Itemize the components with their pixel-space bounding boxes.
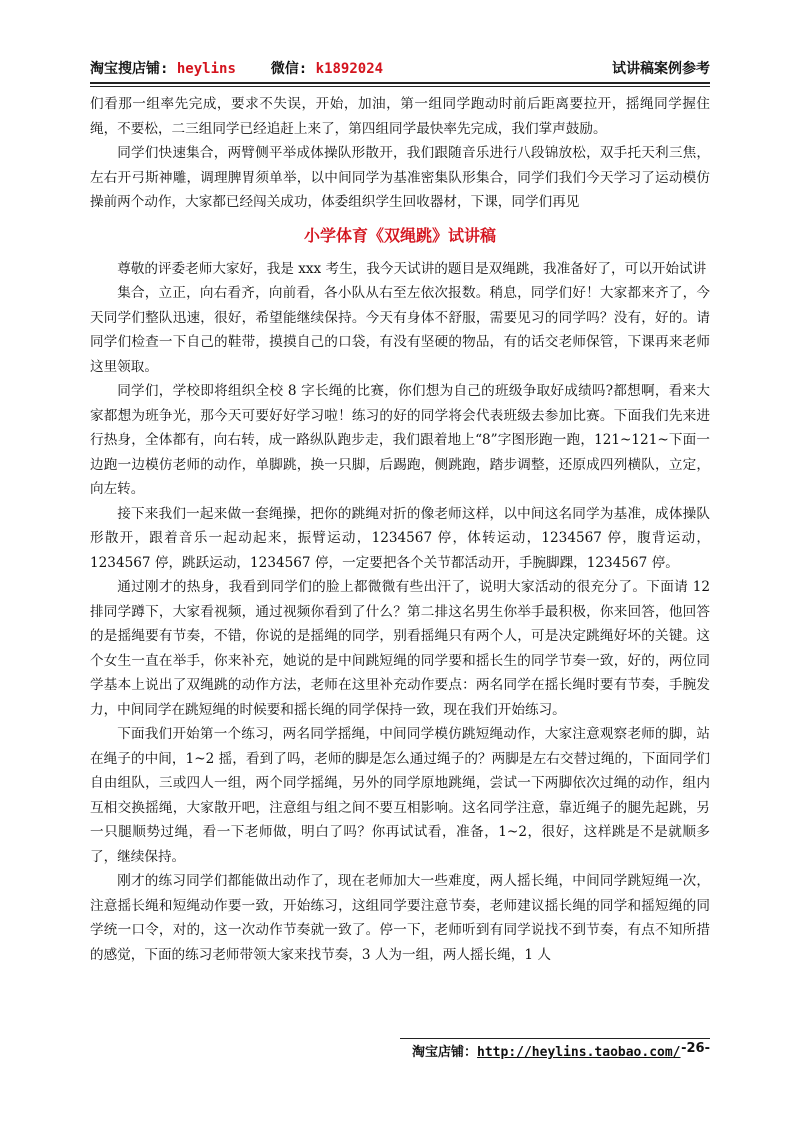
footer-shop-info: [412, 1041, 681, 1060]
body-paragraph: 下面我们开始第一个练习，两名同学摇绳，中间同学模仿跳短绳动作，大家注意观察老师的脚，站在绳子的中间，1~2 摇，看到了吗，老师的脚是怎么通过绳子的？两脚是左右交替过绳的，下面同学们自由组队，三或四人一组，两个同学摇绳，另外的同学原地跳绳，尝试一下两脚依次过绳的动作，组内互相交换摇绳，大家散开吧，注意组与组之间不要互相影响。这名同学注意，靠近绳子的腿先起跳，另一只腿顺势过绳，看一下老师做，明白了吗？你再试试看，准备，1~2，很好，这样跳是不是就顺多了，继续保持。: [90, 726, 710, 865]
body-paragraph: 刚才的练习同学们都能做出动作了，现在老师加大一些难度，两人摇长绳，中间同学跳短绳一次，注意摇长绳和短绳动作要一致，开始练习，这组同学要注意节奏，老师建议摇长绳的同学和摇短绳的同学统一口令，对的，这一次动作节奏就一致了。停一下，老师听到有同学说找不到节奏，有点不知所措的感觉，下面的练习老师带领大家来找节奏，3 人为一组，两人摇长绳，1 人: [90, 873, 710, 963]
header-wechat-label: 微信:: [270, 61, 308, 77]
header-rule-thick: [90, 82, 710, 84]
section-title: 小学体育《双绳跳》试讲稿: [303, 225, 496, 245]
document-body: [90, 92, 710, 967]
footer-shop-link[interactable]: http://heylins.taobao.com/: [477, 1045, 681, 1060]
body-paragraph: 同学们快速集合，两臂侧平举成体操队形散开，我们跟随音乐进行八段锦放松，双手托天利三焦，左右开弓斯神雕，调理脾胃须单举，以中间同学为基准密集队形集合，同学们我们今天学习了运动模仿操前两个动作，大家都已经闯关成功，体委组织学生回收器材，下课，同学们再见: [90, 145, 710, 210]
body-paragraph: 通过刚才的热身，我看到同学们的脸上都微微有些出汗了，说明大家活动的很充分了。下面请 12 排同学蹲下，大家看视频，通过视频你看到了什么？第二排这名男生你举手最积极，你来回答，他回答的是摇绳要有节奏，不错，你说的是摇绳的同学，别看摇绳只有两个人，可是决定跳绳好坏的关键。这个女生一直在举手，你来补充，她说的是中间跳短绳的同学要和摇长生的同学节奏一致，好的，两位同学基本上说出了双绳跳的动作方法，老师在这里补充动作要点：两名同学在摇长绳时要有节奏，手腕发力，中间同学在跳短绳的时候要和摇长绳的同学保持一致，现在我们开始练习。: [90, 579, 710, 718]
header-title: 试讲稿案例参考: [612, 61, 710, 77]
header-shop-info: [90, 58, 383, 78]
header-shop-name: heylins: [176, 61, 236, 77]
header-shop-label: 淘宝搜店铺:: [90, 61, 169, 77]
body-paragraph: 接下来我们一起来做一套绳操，把你的跳绳对折的像老师这样，以中间这名同学为基准，成体操队形散开，跟着音乐一起动起来，振臂运动，1234567 停，体转运动，1234567 停，腹背运动，1234567 停，跳跃运动，1234567 停，一定要把各个关节都活动开，手腕脚踝，1234567 停。: [90, 505, 710, 571]
body-paragraph: 们看那一组率先完成，要求不失误，开始，加油，第一组同学跑动时前后距离要拉开，摇绳同学握住绳，不要松，二三组同学已经追赶上来了，第四组同学最快率先完成，我们掌声鼓励。: [90, 96, 710, 137]
body-paragraph: 集合，立正，向右看齐，向前看，各小队从右至左依次报数。稍息，同学们好！大家都来齐了，今天同学们整队迅速，很好，希望能继续保持。今天有身体不舒服，需要见习的同学吗？没有，好的。请同学们检查一下自己的鞋带，摸摸自己的口袋，有没有坚硬的物品，有的话交老师保管，下课再来老师这里领取。: [90, 285, 710, 375]
footer-rule: [400, 1038, 710, 1039]
page-number: -26-: [681, 1041, 710, 1056]
header-rule-thin: [90, 86, 710, 87]
body-paragraph: 尊敬的评委老师大家好，我是 xxx 考生，我今天试讲的题目是双绳跳，我准备好了，可以开始试讲: [117, 260, 707, 277]
header-wechat-id: k1892024: [315, 61, 384, 77]
page-footer: [400, 1038, 710, 1060]
page-header: [90, 52, 710, 82]
body-paragraph: 同学们，学校即将组织全校 8 字长绳的比赛，你们想为自己的班级争取好成绩吗?都想啊，看来大家都想为班争光，那今天可要好好学习啦！练习的好的同学将会代表班级去参加比赛。下面我们先来进行热身，全体都有，向右转，成一路纵队跑步走，我们跟着地上“8”字图形跑一跑，121~121~下面一边跑一边模仿老师的动作，单脚跳，换一只脚，后踢跑，侧跳跑，踏步调整，还原成四列横队，立定，向左转。: [90, 383, 710, 497]
footer-shop-label: 淘宝店铺：: [412, 1045, 478, 1060]
